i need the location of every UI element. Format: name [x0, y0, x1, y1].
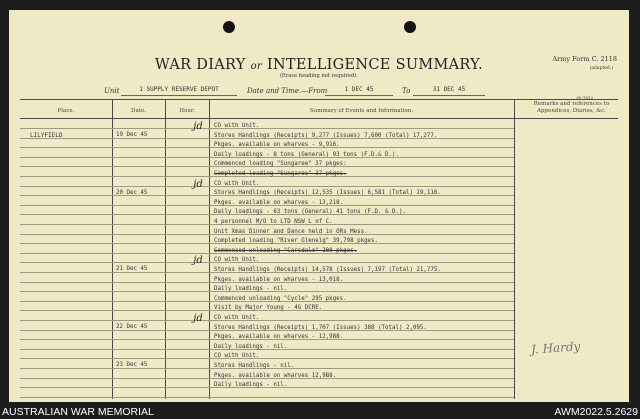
- entry-date: 22 Dec 45: [116, 324, 148, 330]
- column-date: Date.: [131, 108, 146, 114]
- column-place: Place.: [57, 108, 75, 114]
- entry-line: Stores Handlings (Receipts) 1,707 (Issues) 388 (Total) 2,095.: [214, 324, 427, 331]
- title-or: or: [250, 61, 262, 72]
- title-intelligence-summary: INTELLIGENCE SUMMARY.: [266, 57, 484, 73]
- ruled-line: [20, 358, 514, 359]
- officer-initials: jd: [193, 313, 203, 324]
- table-top-rule: [20, 99, 618, 100]
- entry-line: Pkges. available on wharves 12,988.: [214, 372, 337, 379]
- entry-date: 23 Dec 45: [116, 362, 148, 369]
- entry-line: Pkges. available on wharves - 13,218.: [214, 199, 344, 206]
- to-label: To: [402, 87, 411, 95]
- remarks-heading-line1: Remarks and references to: [533, 101, 610, 107]
- summary-remarks-divider: [514, 99, 515, 399]
- ruled-line: [20, 397, 514, 398]
- code-number: 90-7613: [576, 95, 593, 100]
- entry-line: CO with Unit.: [214, 353, 260, 360]
- ruled-line: [20, 186, 514, 187]
- ruled-line: [20, 128, 514, 129]
- entry-line: Daily loadings - nil.: [214, 286, 288, 293]
- place-name: LILYFIELD: [30, 132, 63, 139]
- entry-date: 21 Dec 45: [116, 266, 148, 273]
- entry-line: Pkges. available on wharves - 12,988.: [214, 334, 344, 341]
- entry-line: Completed loading "Sungaree" 37 pkges.: [214, 171, 347, 177]
- column-summary: Summary of Events and Information.: [309, 108, 414, 114]
- date-hour-divider: [165, 99, 166, 399]
- footer-right: AWM2022.5.2629: [554, 406, 638, 418]
- officer-initials: jd: [193, 178, 203, 190]
- date-time-label: Date and Time.—From: [247, 87, 328, 95]
- unit-value: 1 SUPPLY RESERVE DEPOT: [121, 86, 237, 96]
- footer-left: AUSTRALIAN WAR MEMORIAL: [2, 406, 154, 418]
- entry-line: Pkges. available on wharves - 9,916.: [214, 142, 340, 149]
- entry-line: Daily loadings - nil.: [214, 343, 288, 350]
- entry-line: Daily loadings - nil.: [214, 382, 288, 389]
- entry-line: Stores Handlings (Receipts) 12,535 (Issues) 6,581 (Total) 19,116.: [214, 190, 441, 197]
- entry-date: 20 Dec 45: [116, 189, 148, 196]
- unit-label: Unit: [104, 87, 120, 95]
- form-ref-sub: (adapted.): [589, 66, 613, 71]
- entry-line: Commenced unloading "Carsdale" 200 pkges.: [214, 247, 358, 254]
- entry-line: Commenced loading "Sungaree" 37 pkges:: [214, 161, 347, 168]
- form-title: [9, 57, 629, 73]
- form-ref-label: Army Form C. 2118: [552, 55, 617, 63]
- column-hour: Hour.: [179, 108, 195, 114]
- entry-line: Daily loadings - 63 tons (General) 41 tons (F.D. & D.).: [214, 209, 406, 216]
- war-diary-sheet: [9, 10, 629, 402]
- officer-initials: jd: [193, 121, 203, 132]
- entry-line: CO with Unit.: [214, 315, 260, 321]
- remarks-heading-line2: Appendices, Diaries, &c.: [537, 108, 606, 114]
- punch-hole: [223, 21, 235, 33]
- entry-line: Stores Handlings - nil.: [214, 363, 295, 369]
- to-date-value: 31 DEC 45: [413, 86, 485, 96]
- entry-line: Stores Handlings (Receipts) 14,578 (Issues) 7,197 (Total) 21,775.: [214, 267, 441, 273]
- hour-summary-divider: [209, 99, 210, 399]
- ruled-line: [20, 262, 514, 263]
- from-date-value: 1 DEC 45: [325, 86, 393, 96]
- entry-line: Visit by Major Young - 4G DCRE.: [214, 305, 323, 312]
- entry-line: Daily loadings - 8 tons (General) 93 tons (F.D.& D.).: [214, 151, 399, 158]
- column-remarks: [514, 101, 629, 115]
- army-form-reference: [552, 55, 617, 73]
- entry-line: CO with Unit.: [214, 180, 260, 187]
- table-header-rule: [20, 118, 618, 119]
- entry-line: Unit Xmas Dinner and Dance held in ORs Mess.: [214, 228, 368, 235]
- place-date-divider: [112, 99, 113, 399]
- punch-hole: [404, 21, 416, 33]
- entry-line: Commenced unloading "Cycle" 295 pkges.: [214, 295, 347, 302]
- entry-line: CO with Unit.: [214, 123, 260, 129]
- handwritten-signature: J. Hardy: [530, 339, 581, 357]
- entry-line: Completed loading "River Glenelg" 39,798 pkges.: [214, 238, 379, 245]
- entry-line: CO with Unit.: [214, 257, 260, 264]
- entry-line: 4 personnel M/O to LTD NSW L of C.: [214, 219, 333, 225]
- entry-line: Pkges. available on wharves - 13,018.: [214, 276, 344, 283]
- form-subtitle: (Erase heading not required).: [279, 73, 359, 79]
- title-war-diary: WAR DIARY: [154, 57, 246, 73]
- ruled-line: [20, 320, 514, 321]
- entry-date: 19 Dec 45: [116, 132, 148, 138]
- entry-line: Stores Handlings (Receipts) 9,277 (Issues) 7,600 (Total) 17,277.: [214, 132, 438, 139]
- officer-initials: jd: [193, 255, 203, 267]
